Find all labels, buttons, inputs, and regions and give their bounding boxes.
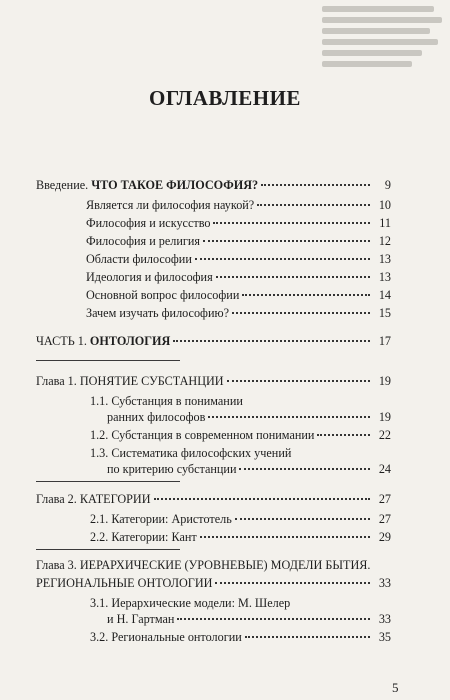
toc-entry-page: 9 [384, 178, 391, 192]
toc-chapter-title: Глава 3. ИЕРАРХИЧЕСКИЕ (УРОВНЕВЫЕ) МОДЕЛИ БЫТИЯ. [36, 558, 371, 572]
page-number: 5 [392, 680, 399, 695]
toc-item[interactable] [86, 306, 391, 321]
dot-leader [208, 416, 370, 418]
toc-section-page: 22 [378, 428, 391, 442]
toc-entry-prefix: Введение. [36, 178, 89, 192]
section-divider [36, 481, 180, 482]
toc-item-page: 14 [378, 288, 391, 302]
toc-item-page: 11 [379, 216, 391, 230]
toc-item-label: Основной вопрос философии [86, 288, 240, 302]
dot-leader [245, 636, 370, 638]
toc-item[interactable] [86, 198, 391, 213]
toc-chapter-page: 33 [378, 576, 391, 590]
toc-section-label: ранних философов [107, 410, 206, 424]
toc-section-page: 27 [378, 512, 391, 526]
toc-section-label: и Н. Гартман [107, 612, 175, 626]
toc-section[interactable] [90, 428, 391, 443]
dot-leader [215, 582, 370, 584]
toc-chapter[interactable] [36, 374, 391, 389]
toc-item-page: 13 [378, 270, 391, 284]
toc-section-label: 3.2. Региональные онтологии [90, 630, 242, 644]
toc-item-page: 13 [378, 252, 391, 266]
toc-section-label: 1.1. Субстанция в понимании [90, 394, 243, 408]
toc-part-page: 17 [378, 334, 391, 348]
toc-item[interactable] [86, 288, 391, 303]
toc-section[interactable] [90, 596, 391, 611]
toc-item-page: 12 [378, 234, 391, 248]
dot-leader [154, 498, 370, 500]
toc-section-page: 35 [378, 630, 391, 644]
section-divider [36, 360, 180, 361]
toc-item[interactable] [86, 252, 391, 267]
toc-chapter-title: Глава 1. ПОНЯТИЕ СУБСТАНЦИИ [36, 374, 224, 388]
dot-leader [227, 380, 370, 382]
toc-section[interactable] [90, 446, 391, 461]
dot-leader [195, 258, 370, 260]
toc-chapter[interactable] [36, 558, 391, 573]
dot-leader [257, 204, 370, 206]
toc-item-label: Идеология и философия [86, 270, 213, 284]
toc-section-cont[interactable] [107, 410, 391, 425]
dot-leader [232, 312, 370, 314]
dot-leader [200, 536, 370, 538]
toc-chapter[interactable] [36, 492, 391, 507]
toc-chapter-title: РЕГИОНАЛЬНЫЕ ОНТОЛОГИИ [36, 576, 213, 590]
toc-item-label: Философия и религия [86, 234, 201, 248]
toc-section-cont[interactable] [107, 462, 391, 477]
dot-leader [216, 276, 370, 278]
toc-item-label: Зачем изучать философию? [86, 306, 229, 320]
toc-item-label: Является ли философия наукой? [86, 198, 255, 212]
toc-section-label: 1.3. Систематика философских учений [90, 446, 292, 460]
toc-item-label: Области философии [86, 252, 192, 266]
toc-item-page: 10 [378, 198, 391, 212]
toc-part-title: ОНТОЛОГИЯ [89, 334, 171, 348]
dot-leader [177, 618, 370, 620]
toc-section-cont[interactable] [107, 612, 391, 627]
toc-chapter-page: 27 [378, 492, 391, 506]
toc-item-page: 15 [378, 306, 391, 320]
section-divider [36, 549, 180, 550]
toc-item[interactable] [86, 216, 391, 231]
toc-chapter-title: Глава 2. КАТЕГОРИИ [36, 492, 151, 506]
toc-section[interactable] [90, 512, 391, 527]
toc-item[interactable] [86, 234, 391, 249]
page-title: ОГЛАВЛЕНИЕ [149, 86, 301, 110]
dot-leader [235, 518, 370, 520]
toc-section-page: 29 [378, 530, 391, 544]
toc-section-label: 2.1. Категории: Аристотель [90, 512, 232, 526]
toc-item[interactable] [86, 270, 391, 285]
dot-leader [261, 184, 370, 186]
toc-section[interactable] [90, 530, 391, 545]
toc-section[interactable] [90, 394, 391, 409]
toc-item-label: Философия и искусство [86, 216, 211, 230]
dot-leader [173, 340, 370, 342]
show-through-text [300, 0, 450, 78]
dot-leader [242, 294, 370, 296]
toc-entry-title: ЧТО ТАКОЕ ФИЛОСОФИЯ? [91, 178, 259, 192]
toc-chapter-cont[interactable] [36, 576, 391, 591]
toc-section-label: 3.1. Иерархические модели: М. Шелер [90, 596, 291, 610]
toc-section-page: 19 [378, 410, 391, 424]
dot-leader [317, 434, 370, 436]
dot-leader [213, 222, 370, 224]
toc-section-page: 24 [378, 462, 391, 476]
dot-leader [239, 468, 370, 470]
toc-chapter-page: 19 [378, 374, 391, 388]
toc-part-prefix: ЧАСТЬ 1. [36, 334, 87, 348]
toc-section-label: 1.2. Субстанция в современном понимании [90, 428, 315, 442]
toc-section[interactable] [90, 630, 391, 645]
dot-leader [203, 240, 370, 242]
toc-entry-intro[interactable] [36, 178, 391, 193]
toc-part[interactable] [36, 334, 391, 349]
toc-section-page: 33 [378, 612, 391, 626]
toc-section-label: 2.2. Категории: Кант [90, 530, 197, 544]
toc-section-label: по критерию субстанции [107, 462, 237, 476]
